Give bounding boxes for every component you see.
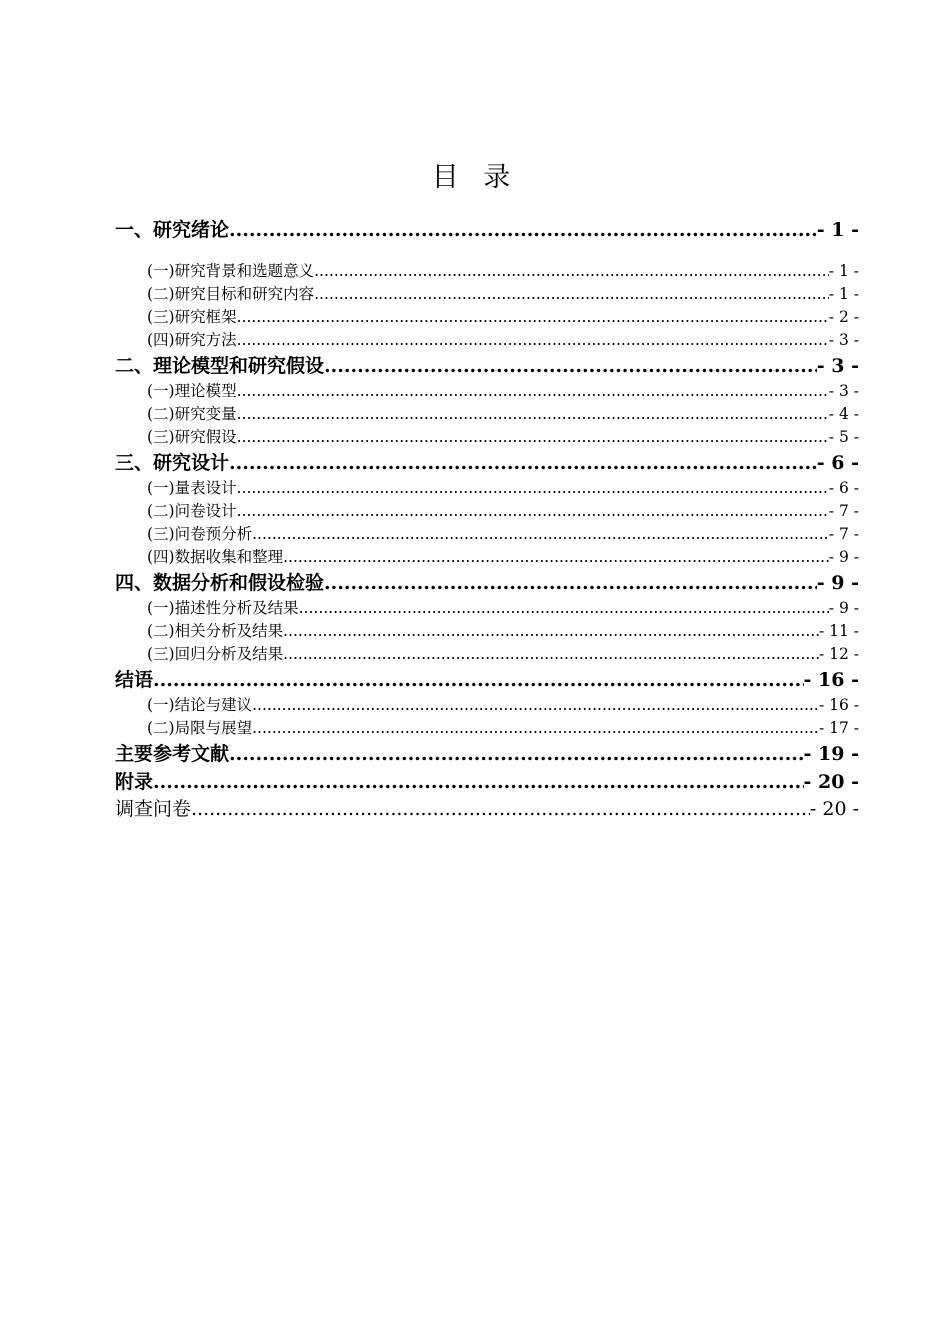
toc-entry-title: 研究绪论 [153, 219, 230, 241]
toc-entry[interactable] [115, 620, 859, 643]
toc-entry-page: - 3 - [828, 382, 859, 400]
toc-entry-number: (三) [147, 308, 175, 326]
dot-leader [153, 768, 804, 796]
toc-entry-title: 研究目标和研究内容 [174, 285, 315, 303]
toc-entry-number: (二) [147, 405, 175, 423]
toc-entry-title: 调查问卷 [115, 798, 192, 820]
toc-entry-page: - 16 - [818, 696, 859, 714]
toc-entry-title: 研究背景和选题意义 [174, 262, 315, 280]
toc-entry-page: - 9 - [828, 548, 859, 566]
toc-entry-page: - 1 - [816, 219, 859, 241]
toc-entry[interactable] [115, 260, 859, 283]
toc-entry-page: - 17 - [818, 719, 859, 737]
toc-entry[interactable] [115, 283, 859, 306]
toc-entry-page: - 6 - [816, 452, 859, 474]
toc-entry-page: - 12 - [818, 645, 859, 663]
toc-entry-title: 主要参考文献 [115, 743, 230, 765]
toc-entry-number: (一) [147, 696, 175, 714]
toc-entry[interactable] [115, 546, 859, 569]
toc-entry[interactable] [115, 666, 859, 694]
toc-entry-number: (二) [147, 285, 175, 303]
toc-entry-page: - 20 - [803, 771, 859, 793]
toc-entry-page: - 9 - [828, 599, 859, 617]
toc-entry-number: 四、 [115, 572, 154, 594]
toc-entry-page: - 7 - [828, 502, 859, 520]
toc-entry[interactable] [115, 403, 859, 426]
toc-entry-page: - 7 - [828, 525, 859, 543]
toc-entry[interactable] [115, 216, 859, 244]
toc-entry-title: 研究假设 [174, 428, 237, 446]
table-of-contents [115, 216, 859, 823]
toc-entry[interactable] [115, 796, 859, 823]
toc-entry-title: 相关分析及结果 [174, 622, 284, 640]
toc-entry-number: (四) [147, 331, 175, 349]
dot-leader [324, 352, 817, 380]
toc-entry[interactable] [115, 380, 859, 403]
toc-entry-page: - 3 - [816, 355, 859, 377]
toc-entry[interactable] [115, 694, 859, 717]
toc-entry[interactable] [115, 569, 859, 597]
toc-entry-title: 结语 [115, 669, 154, 691]
toc-entry-number: (三) [147, 645, 175, 663]
toc-entry-number: (一) [147, 382, 175, 400]
toc-entry-number: (一) [147, 479, 175, 497]
toc-entry-page: - 1 - [828, 262, 859, 280]
toc-entry-title: 数据分析和假设检验 [153, 572, 325, 594]
toc-entry-page: - 11 - [818, 622, 859, 640]
dot-leader [314, 260, 829, 283]
toc-entry-title: 研究框架 [174, 308, 237, 326]
toc-entry-page: - 20 - [809, 798, 859, 820]
dot-leader [237, 329, 829, 352]
toc-entry-title: 结论与建议 [174, 696, 253, 714]
toc-entry-number: (二) [147, 502, 175, 520]
toc-entry-number: (三) [147, 428, 175, 446]
toc-entry-title: 研究设计 [153, 452, 230, 474]
dot-leader [314, 283, 829, 306]
dot-leader [229, 216, 817, 244]
toc-entry-number: (二) [147, 719, 175, 737]
toc-entry-title: 局限与展望 [174, 719, 253, 737]
toc-entry-number: 一、 [115, 219, 154, 241]
toc-entry-number: (二) [147, 622, 175, 640]
toc-entry[interactable] [115, 329, 859, 352]
dot-leader [283, 620, 819, 643]
toc-entry-title: 描述性分析及结果 [174, 599, 299, 617]
toc-entry[interactable] [115, 597, 859, 620]
dot-leader [237, 477, 829, 500]
toc-entry-title: 理论模型 [174, 382, 237, 400]
toc-entry[interactable] [115, 306, 859, 329]
toc-entry-page: - 6 - [828, 479, 859, 497]
dot-leader [191, 796, 810, 823]
toc-title: 目 录 [431, 162, 519, 193]
toc-entry[interactable] [115, 477, 859, 500]
toc-entry-page: - 5 - [828, 428, 859, 446]
toc-entry-page: - 4 - [828, 405, 859, 423]
dot-leader [324, 569, 817, 597]
toc-entry-page: - 1 - [828, 285, 859, 303]
dot-leader [237, 500, 829, 523]
toc-entry[interactable] [115, 523, 859, 546]
dot-leader [153, 666, 804, 694]
toc-entry-number: (三) [147, 525, 175, 543]
dot-leader [237, 403, 829, 426]
toc-entry-title: 数据收集和整理 [174, 548, 284, 566]
toc-entry[interactable] [115, 717, 859, 740]
spacer [115, 244, 859, 260]
dot-leader [252, 523, 829, 546]
dot-leader [229, 449, 817, 477]
toc-entry-number: 三、 [115, 452, 154, 474]
dot-leader [283, 643, 819, 666]
toc-entry-title: 研究方法 [174, 331, 237, 349]
toc-entry[interactable] [115, 768, 859, 796]
toc-entry-number: 二、 [115, 355, 154, 377]
toc-entry-title: 量表设计 [174, 479, 237, 497]
dot-leader [299, 597, 829, 620]
toc-entry[interactable] [115, 352, 859, 380]
toc-entry-title: 理论模型和研究假设 [153, 355, 325, 377]
toc-entry-page: - 16 - [803, 669, 859, 691]
toc-entry-page: - 9 - [816, 572, 859, 594]
toc-entry-title: 研究变量 [174, 405, 237, 423]
toc-entry-title: 回归分析及结果 [174, 645, 284, 663]
dot-leader [237, 380, 829, 403]
dot-leader [252, 717, 819, 740]
dot-leader [237, 306, 829, 329]
dot-leader [237, 426, 829, 449]
toc-entry-title: 问卷设计 [174, 502, 237, 520]
dot-leader [229, 740, 804, 768]
dot-leader [252, 694, 819, 717]
toc-entry[interactable] [115, 449, 859, 477]
toc-entry-number: (一) [147, 262, 175, 280]
toc-entry[interactable] [115, 643, 859, 666]
toc-entry-number: (四) [147, 548, 175, 566]
toc-entry-page: - 2 - [828, 308, 859, 326]
toc-entry-page: - 19 - [803, 743, 859, 765]
dot-leader [283, 546, 829, 569]
toc-entry-title: 问卷预分析 [174, 525, 253, 543]
toc-entry-title: 附录 [115, 771, 154, 793]
toc-entry[interactable] [115, 426, 859, 449]
toc-entry[interactable] [115, 740, 859, 768]
toc-entry-number: (一) [147, 599, 175, 617]
toc-entry-page: - 3 - [828, 331, 859, 349]
toc-entry[interactable] [115, 500, 859, 523]
